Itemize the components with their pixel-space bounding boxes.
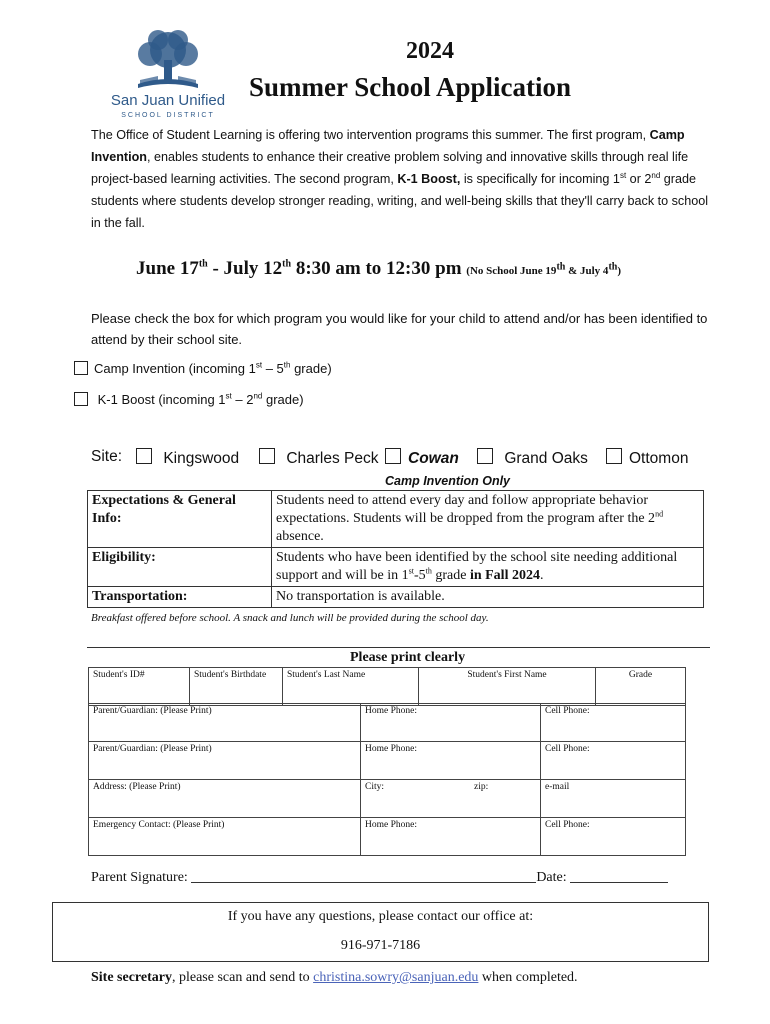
no-school-note: (No School June 19th & July 4th) (466, 261, 622, 277)
camp-invention-only-heading: Camp Invention Only (385, 474, 511, 488)
home-phone3-field[interactable]: Home Phone: (361, 818, 541, 856)
check-prompt: Please check the box for which program you would like for your child to attend and/or has been identified to attend by their school site. (91, 311, 708, 347)
charles-peck-checkbox[interactable] (259, 448, 275, 464)
cowan-checkbox[interactable] (385, 448, 401, 464)
birthdate-field[interactable]: Student's Birthdate (190, 668, 283, 706)
contact-text: If you have any questions, please contact our office at: (227, 909, 534, 924)
table-row (88, 491, 704, 548)
home-phone1-field[interactable]: Home Phone: (361, 704, 541, 742)
program-info-table (87, 490, 704, 608)
divider (87, 647, 710, 648)
student-id-field[interactable]: Student's ID# (89, 668, 190, 706)
cell-phone1-field[interactable]: Cell Phone: (541, 704, 686, 742)
grand-oaks-checkbox[interactable] (477, 448, 493, 464)
program-dates: June 17th - July 12th 8:30 am to 12:30 pm (No School June 19th & July 4th) (136, 258, 622, 279)
eligibility-value: Students who have been identified by the school site needing additional support and will be in 1st-5th grade in Fall 2024. (272, 548, 704, 587)
expectations-value: Students need to attend every day and follow appropriate behavior expectations. Students will be dropped from the program after the 2nd absence. (272, 491, 704, 548)
transportation-value: No transportation is available. (272, 587, 704, 608)
date-line[interactable] (570, 882, 668, 883)
program-option-camp-invention[interactable]: Camp Invention (incoming 1st – 5th grade) (74, 361, 332, 376)
parent1-field[interactable]: Parent/Guardian: (Please Print) (89, 704, 361, 742)
footer-instructions: Site secretary, please scan and send to christina.sowry@sanjuan.edu when completed. (91, 970, 578, 985)
city-zip-field[interactable]: City: zip: (361, 780, 541, 818)
last-name-field[interactable]: Student's Last Name (283, 668, 419, 706)
table-row (89, 742, 686, 780)
emergency-contact-field[interactable]: Emergency Contact: (Please Print) (89, 818, 361, 856)
first-name-field[interactable]: Student's First Name (419, 668, 596, 706)
ottomon-checkbox[interactable] (606, 448, 622, 464)
eligibility-label: Eligibility: (88, 548, 272, 587)
site-option-ottomon[interactable]: Ottomon (606, 448, 688, 468)
parent2-field[interactable]: Parent/Guardian: (Please Print) (89, 742, 361, 780)
site-option-cowan[interactable]: Cowan (385, 448, 459, 468)
cell-phone2-field[interactable]: Cell Phone: (541, 742, 686, 780)
date-label: Date: (536, 870, 571, 885)
grade-field[interactable]: Grade (596, 668, 686, 706)
signature-line[interactable] (191, 882, 536, 883)
table-row (89, 704, 686, 742)
contact-phone: 916-971-7186 (340, 938, 421, 953)
logo-sub-text: SCHOOL DISTRICT (121, 112, 215, 119)
table-row (88, 548, 704, 587)
program-k1-boost: K-1 Boost, (397, 172, 461, 186)
site-option-grand-oaks[interactable]: Grand Oaks (477, 448, 588, 468)
table-row (89, 668, 686, 706)
program-option-k1-boost[interactable]: K-1 Boost (incoming 1st – 2nd grade) (74, 392, 304, 407)
table-row (89, 780, 686, 818)
guardian-info-grid (88, 703, 686, 856)
camp-invention-checkbox[interactable] (74, 361, 88, 375)
breakfast-note: Breakfast offered before school. A snack and lunch will be provided during the school day. (91, 612, 489, 624)
title-year: 2024 (406, 38, 454, 64)
student-info-grid (88, 667, 686, 706)
intro-paragraph: The Office of Student Learning is offering two intervention programs this summer. The first program, Camp Invention, enables students to enhance their creative problem solving and innovative skills through real life project-based learning activities. The second program, K-1 Boost, is specifically for incoming 1st or 2nd grade students where students develop stronger reading, writing, and well-being skills that they'll carry back to school in the fall. (91, 128, 709, 230)
site-option-kingswood[interactable]: Kingswood (136, 448, 239, 468)
page-title: Summer School Application (248, 72, 572, 102)
address-field[interactable]: Address: (Please Print) (89, 780, 361, 818)
email-field[interactable]: e-mail (541, 780, 686, 818)
signature-label: Parent Signature: (91, 870, 192, 885)
table-row (88, 587, 704, 608)
signature-row (91, 870, 668, 886)
program-camp-invention: Camp Invention (91, 128, 685, 164)
site-selector (91, 448, 711, 470)
transportation-label: Transportation: (88, 587, 272, 608)
table-row (89, 818, 686, 856)
home-phone2-field[interactable]: Home Phone: (361, 742, 541, 780)
k1-boost-checkbox[interactable] (74, 392, 88, 406)
cell-phone3-field[interactable]: Cell Phone: (541, 818, 686, 856)
print-clearly-heading: Please print clearly (350, 650, 466, 665)
logo-org-text: San Juan Unified (110, 92, 226, 109)
expectations-label: Expectations & General Info: (88, 491, 272, 548)
kingswood-checkbox[interactable] (136, 448, 152, 464)
secretary-email-link[interactable]: christina.sowry@sanjuan.edu (313, 970, 479, 985)
site-label: Site: (91, 448, 123, 465)
site-option-charles-peck[interactable]: Charles Peck (259, 448, 379, 468)
